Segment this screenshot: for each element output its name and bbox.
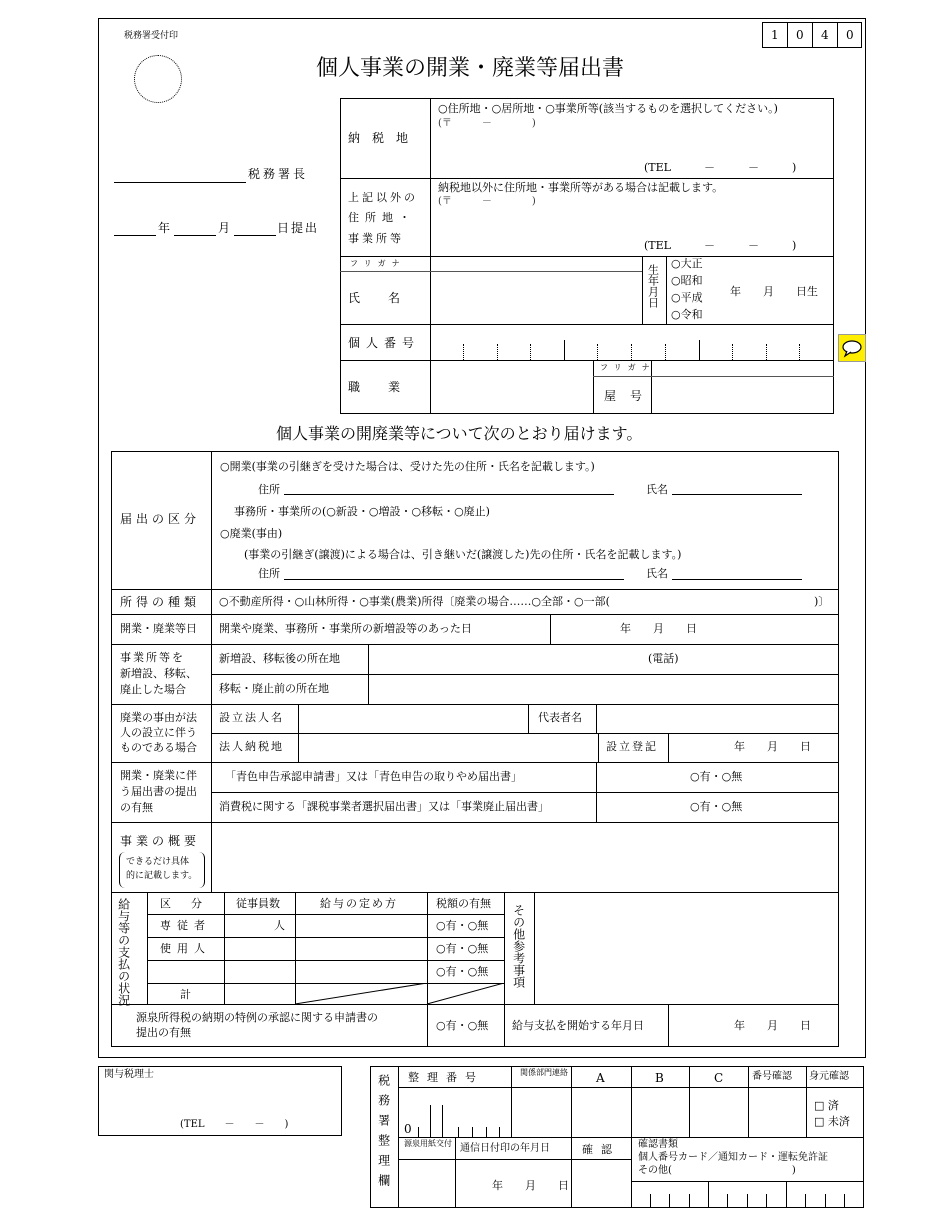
- office-col-b: B: [655, 1071, 664, 1085]
- kubun-label: 届出の区分: [120, 512, 201, 526]
- salary-side-label: 給与等の支払の状況: [116, 898, 131, 1006]
- mynumber-label: 個人番号: [348, 336, 421, 350]
- filings-consumption-yn: ○有・○無: [690, 800, 743, 813]
- salary-total-diagonal: [295, 983, 504, 1004]
- era-option: ○昭和: [671, 274, 703, 287]
- office-docs: その他( ): [638, 1165, 796, 1176]
- birth-label: 生年月日: [646, 264, 660, 308]
- birth-units: 年 月 日生: [730, 285, 818, 298]
- nozeichi-postal: (〒 － ): [438, 118, 536, 129]
- speech-bubble-icon: [839, 335, 865, 361]
- office-change-label: 事業所等を: [120, 651, 185, 664]
- salary-total: 計: [180, 988, 191, 1001]
- nozeichi-tel: (TEL － － ): [644, 161, 797, 174]
- stamp-label: 税務署受付印: [124, 31, 179, 41]
- gensen-text: 源泉所得税の納期の特例の承認に関する申請書の: [136, 1011, 378, 1024]
- kubun-name: 氏名: [646, 483, 668, 496]
- salary-other-label: その他参考事項: [511, 904, 526, 988]
- office-after-label: 新増設、移転後の所在地: [219, 652, 340, 665]
- tax-office-suffix: 税務署長: [248, 167, 309, 181]
- filings-label: 開業・廃業に伴: [120, 769, 197, 782]
- shotoku-text: ○不動産所得・○山林所得・○事業(農業)所得〔廃業の場合……○全部・○一部(: [219, 595, 610, 608]
- filings-blue: 「青色申告承認申請書」又は「青色申告の取りやめ届出書」: [225, 770, 522, 783]
- shop-furigana: フリガナ: [600, 363, 656, 372]
- corp-label: 廃業の事由が法: [120, 711, 197, 724]
- era-option: ○令和: [671, 308, 703, 321]
- salary-row-kubun: 使用人: [160, 942, 211, 955]
- other-address-note: 納税地以外に住所地・事業所等がある場合は記載します。: [438, 181, 724, 194]
- office-bango: 番号確認: [752, 1071, 792, 1082]
- office-use-side-label: 税務署整理欄: [376, 1074, 391, 1194]
- office-done: □ 済: [814, 1099, 839, 1112]
- other-address-label: 上記以外の: [348, 191, 418, 204]
- submit-year: 年: [158, 221, 171, 235]
- form-code-digit: 0: [846, 28, 854, 42]
- office-tsushin: 通信日付印の年月日: [460, 1143, 550, 1154]
- kubun-close-note: (事業の引継ぎ(譲渡)による場合は、引き継いだ(譲渡した)先の住所・氏名を記載します。): [244, 548, 682, 561]
- tax-accountant-label: 関与税理士: [104, 1069, 154, 1080]
- summary-note: 的に記載します。: [126, 871, 198, 881]
- salary-header: 従事員数: [236, 897, 280, 910]
- date-row-label: 開業・廃業等日: [120, 622, 197, 635]
- office-seiri: 整理番号: [408, 1071, 484, 1084]
- era-option: ○平成: [671, 291, 703, 304]
- office-mimoto: 身元確認: [809, 1071, 849, 1082]
- corp-addr-label: 法人納税地: [219, 740, 284, 753]
- office-col-a: A: [596, 1071, 605, 1085]
- submit-day: 日提出: [277, 221, 320, 235]
- kubun-open-line: ○開業(事業の引継ぎを受けた場合は、受けた先の住所・氏名を記載します。): [220, 460, 595, 473]
- corp-reg-label: 設立登記: [606, 740, 658, 753]
- other-address-label: 住所地・: [348, 211, 416, 224]
- kubun-office-line: 事務所・事業所の(○新設・○増設・○移転・○廃止): [234, 505, 490, 518]
- submit-month: 月: [218, 221, 231, 235]
- office-docs: 個人番号カード／通知カード・運転免許証: [638, 1152, 828, 1163]
- salary-header: 税額の有無: [436, 897, 491, 910]
- kubun-name-2: 氏名: [646, 567, 668, 580]
- kubun-address: 住所: [258, 483, 280, 496]
- mynumber-grid: [430, 340, 834, 360]
- form-code-digit: 4: [821, 28, 829, 42]
- filings-label: の有無: [120, 801, 153, 814]
- kubun-close-line: ○廃業(事由): [220, 527, 283, 540]
- corp-label: 人の設立に伴う: [120, 726, 197, 739]
- corp-reg-ymd: 年 月 日: [734, 740, 811, 753]
- date-row-text: 開業や廃業、事務所・事業所の新増設等のあった日: [219, 622, 472, 635]
- nozeichi-options: ○住所地・○居所地・○事業所等(該当するものを選択してください。): [438, 102, 778, 115]
- shop-label: 屋号: [604, 389, 657, 403]
- office-change-label: 新増設、移転、: [120, 667, 197, 680]
- office-ymd: 年 月 日: [492, 1179, 569, 1192]
- summary-note: できるだけ具体: [126, 857, 190, 867]
- office-notdone: □ 未済: [814, 1115, 850, 1128]
- corp-rep-label: 代表者名: [538, 711, 582, 724]
- office-change-label: 廃止した場合: [120, 683, 186, 696]
- other-address-label: 事業所等: [348, 232, 404, 245]
- office-yoshi: 源泉用紙交付: [404, 1139, 452, 1148]
- office-phone: (電話): [648, 652, 679, 665]
- salary-header: 区分: [160, 897, 222, 910]
- date-row-ymd: 年 月 日: [620, 622, 697, 635]
- kubun-address-2: 住所: [258, 567, 280, 580]
- filings-label: う届出書の提出: [120, 785, 197, 798]
- filings-blue-yn: ○有・○無: [690, 770, 743, 783]
- other-address-postal: (〒 － ): [438, 196, 536, 207]
- salary-row-yn: ○有・○無: [436, 942, 489, 955]
- summary-label: 事業の概要: [120, 834, 201, 848]
- shotoku-label: 所得の種類: [120, 595, 201, 609]
- office-col-c: C: [714, 1071, 724, 1085]
- name-label: 氏名: [348, 291, 429, 305]
- page-title: 個人事業の開業・廃業等届出書: [316, 56, 625, 81]
- comment-icon[interactable]: [838, 334, 866, 362]
- form-code-digit: 1: [771, 28, 779, 42]
- nozeichi-label: 納税地: [348, 131, 421, 145]
- filings-consumption: 消費税に関する「課税事業者選択届出書」又は「事業廃止届出書」: [219, 800, 549, 813]
- gensen-text: 提出の有無: [136, 1026, 191, 1039]
- salary-header: 給与の定め方: [320, 897, 398, 910]
- salary-row-yn: ○有・○無: [436, 965, 489, 978]
- stamp-circle: [134, 55, 182, 103]
- salary-row-num: 人: [274, 919, 285, 932]
- form-code-digit: 0: [796, 28, 804, 42]
- office-before-label: 移転・廃止前の所在地: [219, 682, 329, 695]
- corp-label: ものである場合: [120, 741, 197, 754]
- salary-row-kubun: 専従者: [160, 919, 211, 932]
- shotoku-close: )〕: [814, 595, 830, 608]
- gensen-start: 給与支払を開始する年月日: [512, 1019, 644, 1032]
- furigana-label: フリガナ: [350, 259, 406, 268]
- other-address-tel: (TEL － － ): [644, 239, 797, 252]
- office-kankei: 関係部門連絡: [520, 1068, 568, 1077]
- job-label: 職業: [348, 380, 429, 394]
- office-zero: 0: [404, 1122, 412, 1136]
- declaration-text: 個人事業の開廃業等について次のとおり届けます。: [276, 424, 643, 443]
- gensen-yn: ○有・○無: [436, 1019, 489, 1032]
- tax-accountant-tel: (TEL － － ): [180, 1119, 289, 1130]
- office-kakunin: 確認: [582, 1143, 620, 1156]
- gensen-ymd: 年 月 日: [734, 1019, 811, 1032]
- office-docs: 確認書類: [638, 1139, 678, 1150]
- era-option: ○大正: [671, 257, 703, 270]
- corp-name-label: 設立法人名: [219, 711, 284, 724]
- salary-row-yn: ○有・○無: [436, 919, 489, 932]
